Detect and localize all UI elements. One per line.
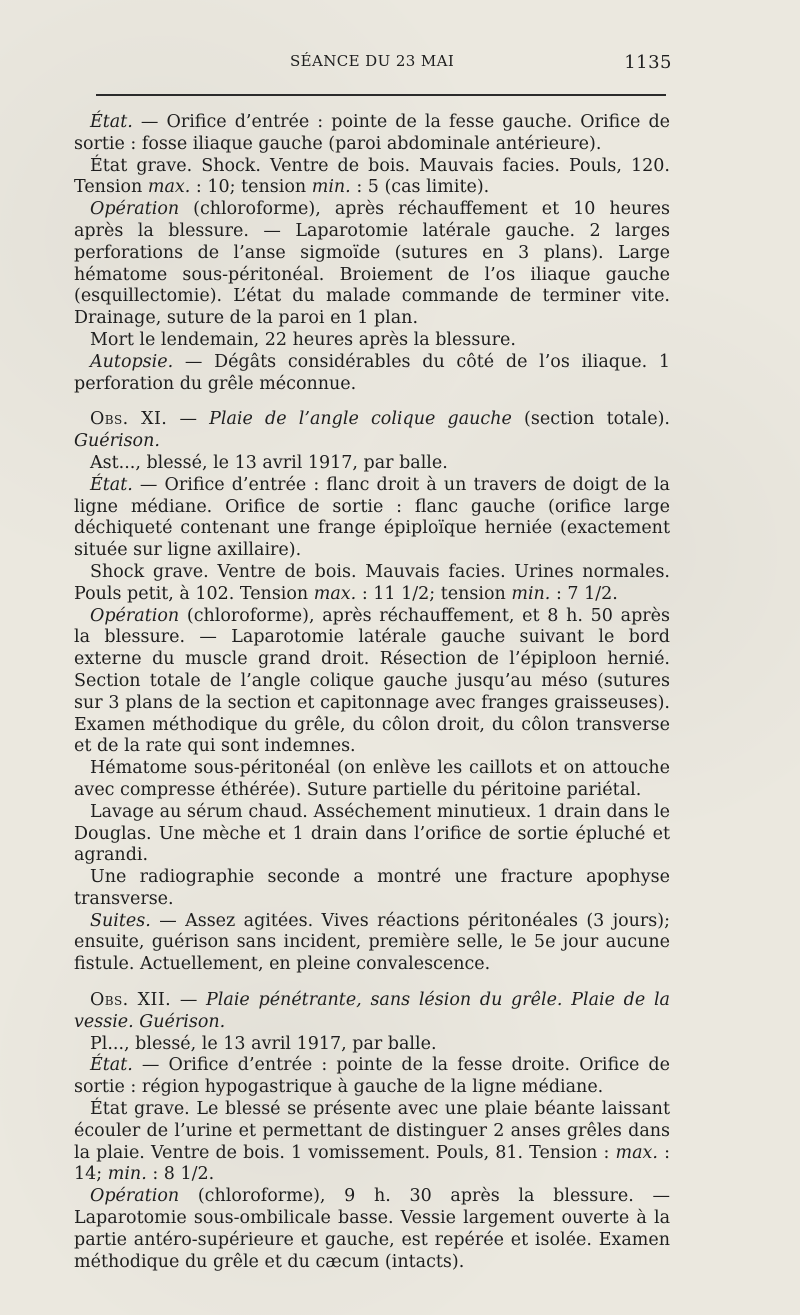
label-suites: Suites. xyxy=(90,910,151,931)
paragraph-text: — Orifice d’entrée : pointe de la fesse droite. Orifice de sortie : région hypogastrique à gauche de la ligne médiane. xyxy=(74,1055,670,1098)
paragraph-text: — Dégâts considérables du côté de l’os iliaque. 1 perforation du grêle méconnue. xyxy=(74,351,670,394)
paragraph-text: — Assez agitées. Vives réactions péritonéales (3 jours); ensuite, guérison sans incident, première selle, le 5e jour aucune fistule. Actuellement, en pleine convalescence. xyxy=(74,910,670,975)
running-head: SÉANCE DU 23 MAI xyxy=(290,52,455,70)
paragraph-text: — Orifice d’entrée : flanc droit à un travers de doigt de la ligne médiane. Orifice de sortie : flanc gauche (orifice large déchiqueté contenant une frange épiploïque herniée (exactement située sur ligne axillaire). xyxy=(74,474,670,561)
section-gap xyxy=(74,395,670,409)
paragraph-text: Une radiographie seconde a montré une fracture apophyse transverse. xyxy=(74,867,670,909)
label-operation: Opération xyxy=(90,1186,180,1207)
label-min: min. xyxy=(311,177,351,198)
title-separator: — xyxy=(171,990,207,1011)
label-max: max. xyxy=(313,583,357,604)
paragraph-text: : 8 1/2. xyxy=(146,1164,215,1185)
observation-title: Plaie de l’angle colique gauche xyxy=(209,409,512,430)
paragraph-condition-1 xyxy=(74,156,670,200)
title-separator: — xyxy=(167,409,210,430)
paragraph-text: : 7 1/2. xyxy=(550,583,618,604)
paragraph-text: : 11 1/2; tension xyxy=(356,583,512,604)
paragraph-text: : 5 (cas limite). xyxy=(350,177,490,198)
paragraph-text: Lavage au sérum chaud. Asséchement minutieux. 1 drain dans le Douglas. Une mèche et 1 drain dans l’orifice de sortie épluché et agrandi. xyxy=(74,801,670,866)
label-max: max. xyxy=(615,1142,658,1163)
paragraph-text: (chloroforme), après réchauffement, et 8 h. 50 après la blessure. — Laparotomie latérale gauche suivant le bord externe du muscle grand droit. Résection de l’épiploon hernié. Section totale de l’angle colique gauche jusqu’au méso (sutures sur 3 plans de la section et capitonnage avec franges graisseuses). Examen méthodique du grêle, du côlon droit, du côlon transverse et de la rate qui sont indemnes. xyxy=(74,605,670,757)
label-operation: Opération xyxy=(90,605,180,626)
header-rule xyxy=(96,94,666,96)
observation-result: Guérison. xyxy=(74,431,160,452)
paragraph-etat-xi xyxy=(74,475,670,562)
paragraph-death xyxy=(74,330,670,352)
paragraph-etat-xii xyxy=(74,1055,670,1099)
paragraph-text: (chloroforme), après réchauffement et 10 heures après la blessure. — Laparotomie latérale gauche. 2 larges perforations de l’anse sigmoïde (sutures en 3 plans). Large hématome sous-péritonéal. Broiement de l’os iliaque gauche (esquillectomie). L’état du malade commande de terminer vite. Drainage, suture de la paroi en 1 plan. xyxy=(74,199,670,329)
page-content xyxy=(74,112,670,1273)
label-etat: État. xyxy=(90,1055,133,1076)
paragraph-text: : 10; tension xyxy=(190,177,312,198)
paragraph-operation-xii xyxy=(74,1186,670,1273)
paragraph-text: Mort le lendemain, 22 heures après la blessure. xyxy=(90,329,516,350)
paragraph-text: État grave. Shock. Ventre de bois. Mauvais facies. Pouls, 120. Tension xyxy=(74,155,670,198)
paragraph-operation-1 xyxy=(74,199,670,330)
paragraph-etat-1 xyxy=(74,112,670,156)
paragraph-text: Pl..., blessé, le 13 avril 1917, par balle. xyxy=(90,1033,437,1054)
label-max: max. xyxy=(147,177,191,198)
observation-title-xi xyxy=(74,409,670,453)
label-etat: État. xyxy=(90,474,133,495)
patient-line-xii xyxy=(74,1034,670,1056)
paragraph-text: (chloroforme), 9 h. 30 après la blessure. — Laparotomie sous-ombilicale basse. Vessie largement ouverte à la partie antéro-supérieure et gauche, est repérée et isolée. Examen méthodique du grêle et du cæcum (intacts). xyxy=(74,1186,670,1272)
page-number: 1135 xyxy=(624,52,672,73)
label-min: min. xyxy=(107,1164,147,1185)
section-gap xyxy=(74,976,670,990)
page-header xyxy=(70,52,670,76)
paragraph-operation-xi xyxy=(74,606,670,759)
label-etat: État. xyxy=(90,112,133,132)
paragraph-text: Shock grave. Ventre de bois. Mauvais facies. Urines normales. Pouls petit, à 102. Tension xyxy=(74,561,670,604)
observation-number: Obs. XI. xyxy=(90,409,168,430)
label-min: min. xyxy=(511,583,551,604)
paragraph-text: Hématome sous-péritonéal (on enlève les caillots et on attouche avec compresse éthérée). Suture partielle du péritoine pariétal. xyxy=(74,758,670,800)
paragraph-hematoma-xi xyxy=(74,758,670,802)
observation-number: Obs. XII. xyxy=(90,990,172,1011)
paragraph-text: — Orifice d’entrée : pointe de la fesse gauche. Orifice de sortie : fosse iliaque gauche (paroi abdominale antérieure). xyxy=(74,112,670,154)
paragraph-lavage-xi xyxy=(74,802,670,867)
label-autopsy: Autopsie. xyxy=(90,351,174,372)
observation-title-xii xyxy=(74,990,670,1034)
observation-title: Plaie pénétrante, sans lésion du grêle. Plaie de la vessie. Guérison. xyxy=(74,990,670,1032)
paragraph-text: Ast..., blessé, le 13 avril 1917, par balle. xyxy=(90,452,448,473)
title-detail: (section totale). xyxy=(511,409,670,430)
paragraph-condition-xii xyxy=(74,1099,670,1186)
paragraph-text: État grave. Le blessé se présente avec une plaie béante laissant écouler de l’urine et permettant de distinguer 2 anses grêles dans la plaie. Ventre de bois. 1 vomissement. Pouls, 81. Tension : xyxy=(74,1099,670,1163)
paragraph-text: : 14; xyxy=(74,1142,670,1185)
paragraph-shock-xi xyxy=(74,562,670,606)
patient-line-xi xyxy=(74,453,670,475)
label-operation: Opération xyxy=(90,199,180,220)
paragraph-suites-xi xyxy=(74,911,670,976)
paragraph-autopsy xyxy=(74,352,670,396)
paragraph-radiography-xi xyxy=(74,867,670,911)
